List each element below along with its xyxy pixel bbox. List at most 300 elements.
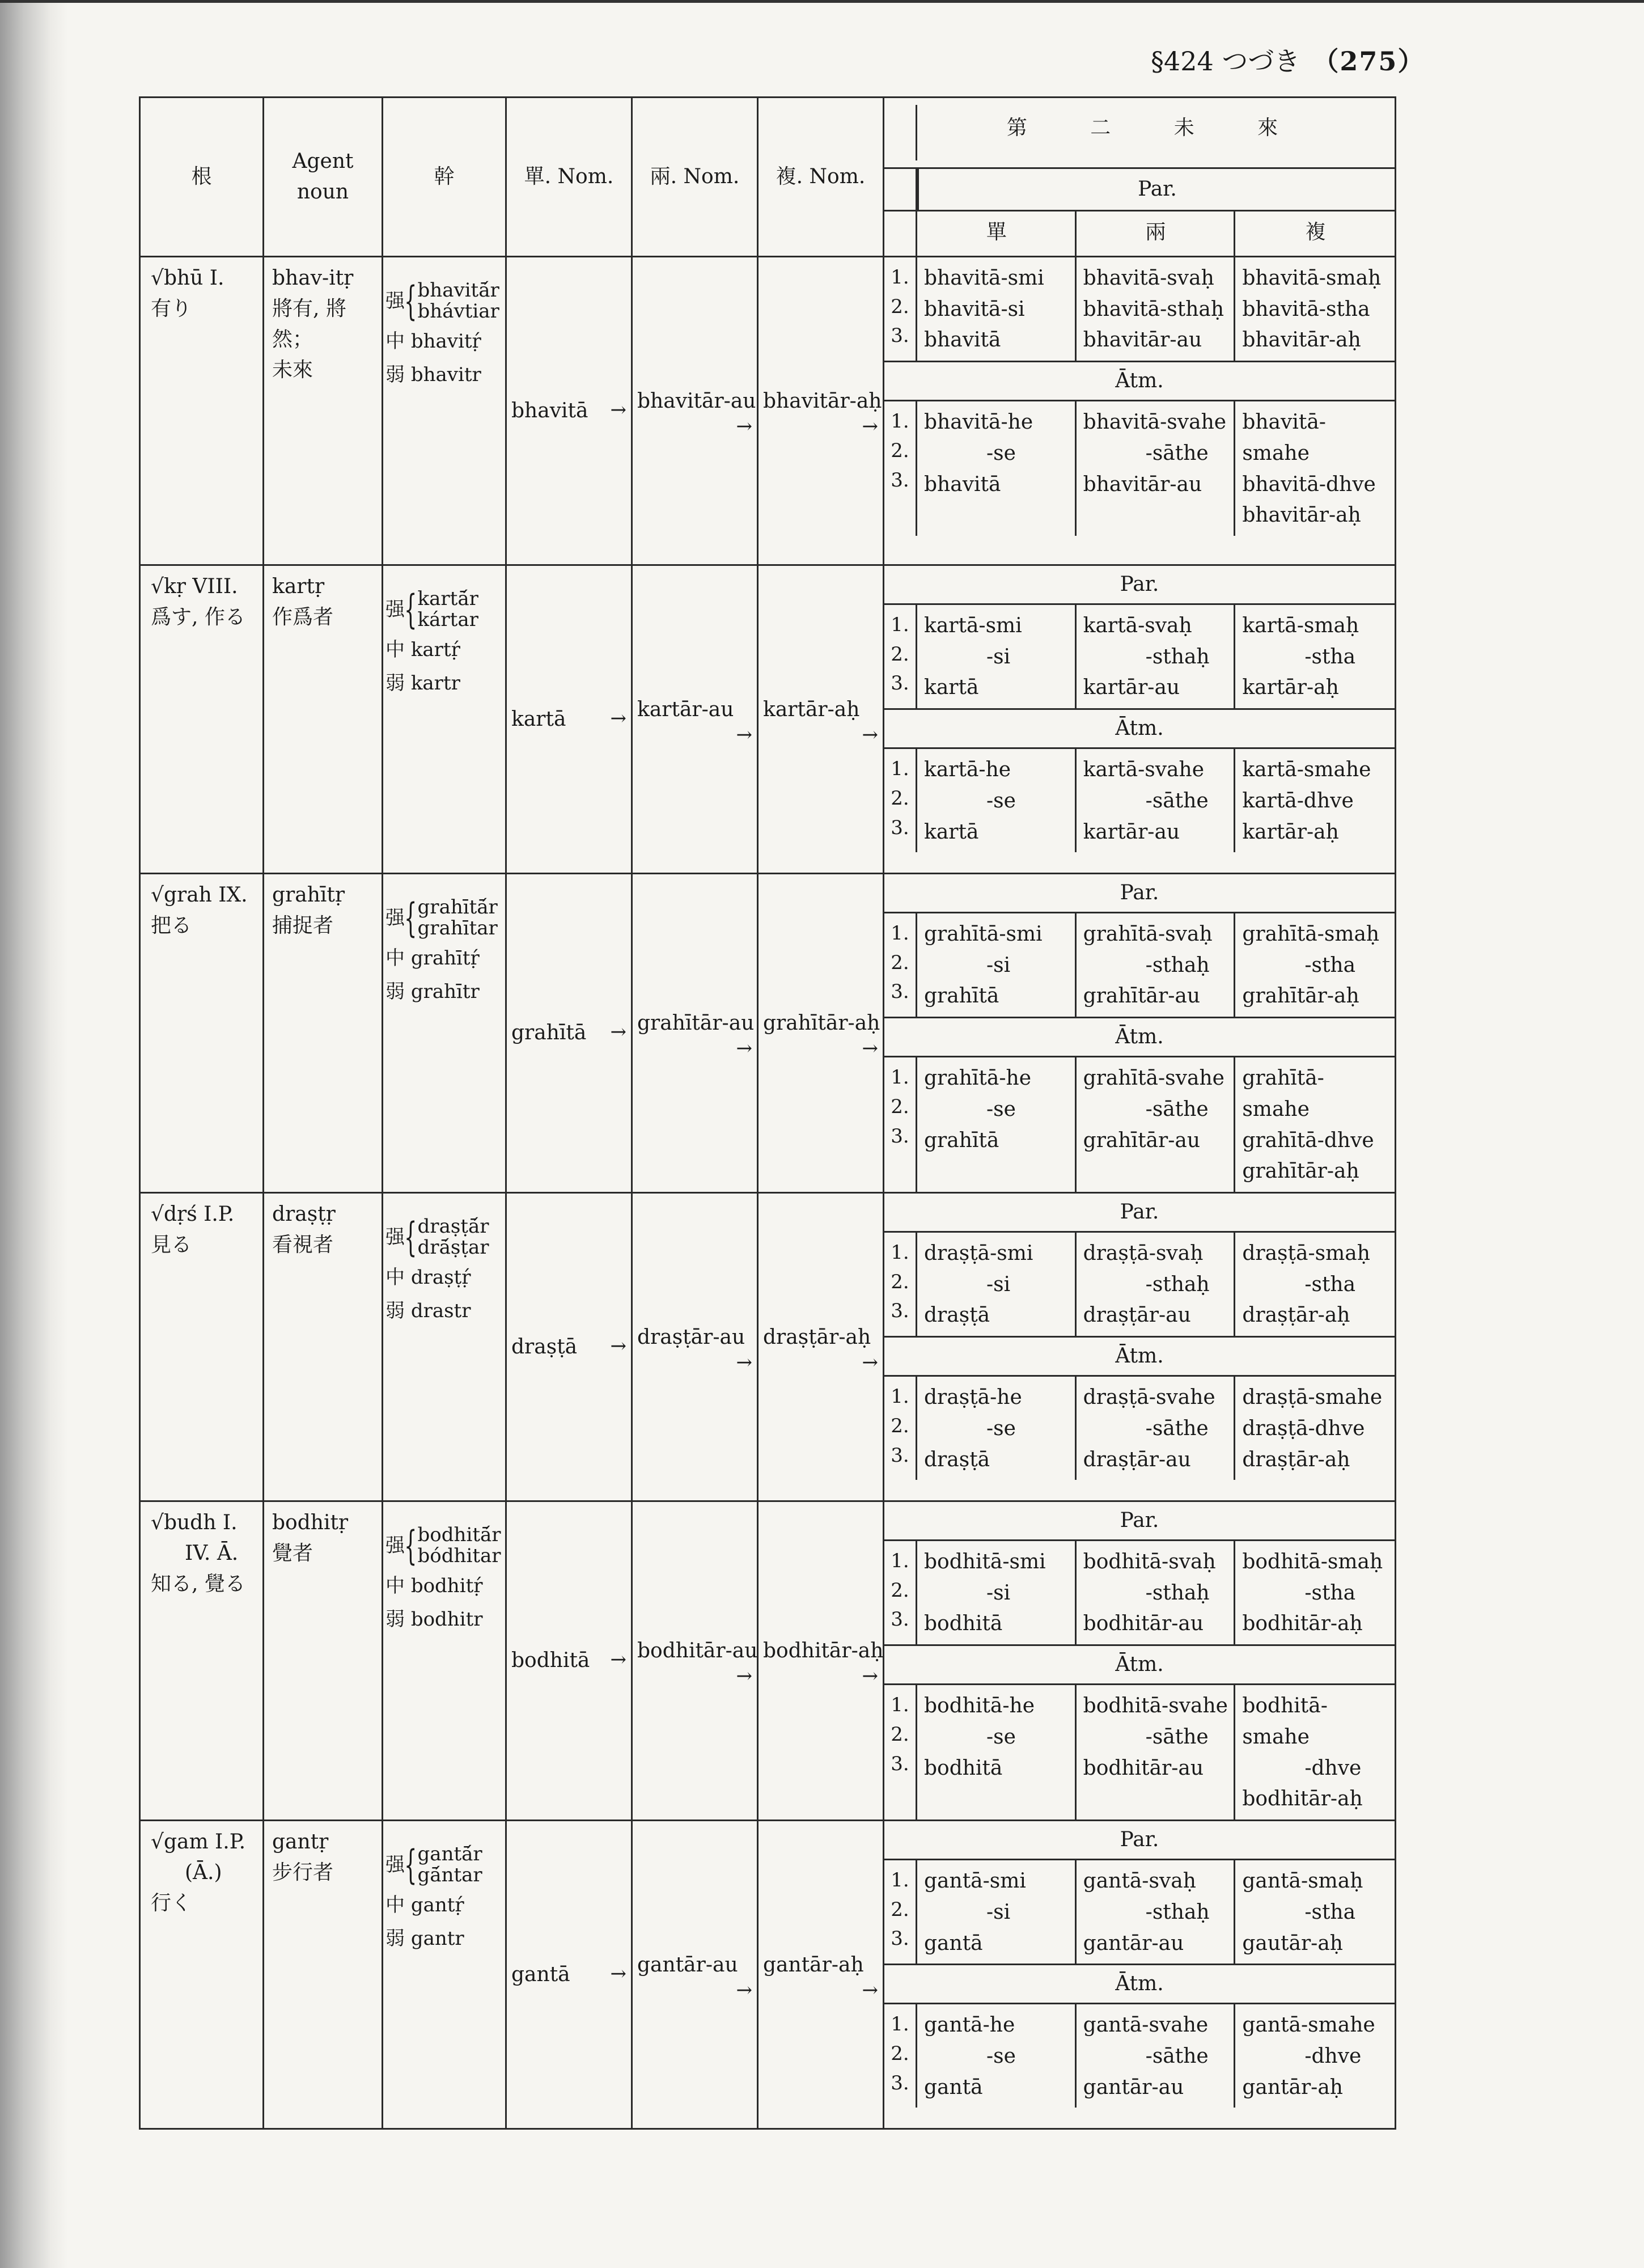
strong-stem-form: gantā́r — [417, 1843, 482, 1866]
person-number: 1. — [891, 2013, 909, 2036]
par-form: -sthaḥ — [1145, 645, 1210, 668]
par-column — [1235, 1233, 1395, 1336]
du-nom-form: draṣṭār-au — [637, 1325, 745, 1349]
arrow-icon: → — [736, 1037, 752, 1060]
par-form: -sthaḥ — [1145, 1581, 1210, 1605]
par-grid — [884, 257, 1395, 361]
strong-stem-form: kartā́r — [417, 587, 478, 610]
par-form: -stha — [1304, 953, 1356, 977]
atm-column — [1235, 1377, 1395, 1480]
root-cell — [140, 1821, 264, 2129]
par-form: kartā-smaḥ — [1242, 614, 1359, 637]
atm-form: grahītā-dhve — [1242, 1128, 1374, 1152]
middle-stem-form: bhavitṛ́ — [410, 329, 481, 353]
par-column — [1077, 605, 1236, 708]
future-conjugation-cell — [884, 1821, 1396, 2129]
par-form: grahītār-aḥ — [1242, 984, 1359, 1008]
atm-form: bodhitār-au — [1083, 1756, 1204, 1780]
du-nom-cell — [632, 1193, 758, 1501]
agent-noun-line: 看視者 — [272, 1233, 334, 1257]
par-form: -si — [986, 1272, 1011, 1296]
agent-noun-cell — [264, 1501, 383, 1821]
verb-row — [140, 1501, 1396, 1821]
par-form: -stha — [1304, 1272, 1356, 1296]
arrow-icon: → — [610, 1962, 626, 1985]
sg-nom-form: bodhitā — [511, 1649, 590, 1673]
atm-grid — [884, 2004, 1395, 2108]
weak-label: 弱 — [385, 980, 405, 1003]
strong-label: 强 — [385, 598, 405, 621]
atm-column — [1235, 1685, 1395, 1820]
sg-nom-cell — [506, 565, 632, 874]
root-line: √grah IX. — [151, 883, 248, 907]
person-number: 2. — [891, 786, 909, 810]
atm-column — [1235, 1057, 1395, 1192]
par-form: -sthaḥ — [1145, 1900, 1210, 1924]
atm-form: -se — [986, 789, 1016, 813]
arrow-icon: → — [610, 1334, 626, 1357]
col-header-du-nom: 兩. Nom. — [632, 98, 758, 257]
par-form: draṣṭā-svaḥ — [1083, 1242, 1204, 1266]
atm-column — [917, 1377, 1077, 1480]
par-form: bhavitā-sthaḥ — [1083, 297, 1224, 321]
pl-nom-cell — [758, 257, 884, 565]
person-number: 1. — [891, 758, 909, 781]
person-number: 1. — [891, 266, 909, 289]
atm-form: -sāthe — [1145, 1097, 1209, 1121]
person-number: 2. — [891, 1095, 909, 1118]
weak-stem-form: bodhitr — [410, 1607, 483, 1631]
agent-noun-line: gantṛ — [272, 1830, 329, 1854]
agent-noun-line: 未來 — [272, 358, 313, 382]
conjugation-table — [139, 96, 1396, 2130]
atm-grid — [884, 1377, 1395, 1480]
atm-form: -dhve — [1304, 1756, 1362, 1780]
par-form: kartā-svaḥ — [1083, 614, 1192, 637]
weak-label: 弱 — [385, 363, 405, 386]
middle-label: 中 — [385, 1266, 405, 1289]
par-form: grahītā-smaḥ — [1242, 923, 1380, 946]
person-number: 2. — [891, 1270, 909, 1293]
weak-stem-form: grahītr — [410, 980, 480, 1003]
middle-stem-line — [385, 636, 504, 665]
stem-cell — [383, 257, 506, 565]
par-form: -si — [986, 645, 1011, 668]
root-line: √dṛś I.P. — [151, 1203, 235, 1226]
stem-cell — [383, 1193, 506, 1501]
agent-noun-line: 覺者 — [272, 1542, 313, 1565]
person-numbers — [884, 913, 917, 1017]
par-form: kartār-aḥ — [1242, 676, 1339, 700]
strong-stem-group — [385, 1522, 504, 1569]
person-number: 3. — [891, 1927, 909, 1950]
person-number: 2. — [891, 439, 909, 462]
par-form: gantā-svaḥ — [1083, 1869, 1196, 1893]
par-form: -si — [986, 1900, 1011, 1924]
brace-icon: { — [404, 1842, 417, 1889]
middle-stem-line — [385, 944, 504, 973]
atm-grid — [884, 401, 1395, 536]
atm-column — [917, 401, 1077, 536]
middle-stem-form: gantṛ́ — [410, 1893, 464, 1916]
du-nom-cell — [632, 1821, 758, 2129]
atm-form: kartār-au — [1083, 820, 1180, 844]
atm-form: bhavitā-svahe — [1083, 411, 1227, 434]
atm-form: gantā-smahe — [1242, 2013, 1375, 2037]
weak-label: 弱 — [385, 1927, 405, 1950]
person-number: 3. — [891, 1124, 909, 1148]
atm-grid — [884, 1685, 1395, 1820]
root-line: √budh I. — [151, 1511, 238, 1535]
root-cell — [140, 257, 264, 565]
atm-column — [1077, 1057, 1236, 1192]
strong-stem-group — [385, 586, 504, 633]
col-header-sg-nom: 單. Nom. — [506, 98, 632, 257]
person-number: 1. — [891, 410, 909, 433]
par-form: bodhitār-au — [1083, 1612, 1204, 1636]
atm-label: Ātm. — [884, 1336, 1395, 1377]
arrow-icon: → — [736, 414, 752, 438]
atm-form: kartār-aḥ — [1242, 820, 1339, 844]
brace-icon: { — [404, 1214, 417, 1261]
atm-form: bodhitā-svahe — [1083, 1694, 1228, 1718]
par-form: -stha — [1304, 1581, 1356, 1605]
pl-header: 複 — [1305, 221, 1326, 244]
arrow-icon: → — [610, 1648, 626, 1672]
person-number: 3. — [891, 1752, 909, 1775]
middle-stem-line — [385, 1572, 504, 1601]
du-nom-form: bhavitār-au — [637, 389, 756, 413]
atm-form: gantā-he — [924, 2013, 1015, 2037]
pl-nom-form: gantār-aḥ — [763, 1953, 864, 1977]
middle-stem-form: kartṛ́ — [410, 638, 460, 661]
agent-noun-line: bhav-itṛ — [272, 266, 354, 290]
pl-nom-form: bodhitār-aḥ — [763, 1639, 884, 1663]
root-cell — [140, 1193, 264, 1501]
par-form: gantā — [924, 1931, 983, 1955]
atm-form: gantā-svahe — [1083, 2013, 1209, 2037]
par-column — [917, 1860, 1077, 1964]
middle-label: 中 — [385, 1893, 405, 1916]
person-numbers — [884, 1685, 917, 1820]
par-form: kartā — [924, 676, 979, 700]
par-column — [1235, 605, 1395, 708]
agent-noun-cell — [264, 257, 383, 565]
weak-stem-line — [385, 978, 504, 1006]
atm-form: draṣṭā-he — [924, 1386, 1022, 1410]
person-number: 2. — [891, 1579, 909, 1602]
par-form: -sthaḥ — [1145, 1272, 1210, 1296]
root-line: 見る — [151, 1233, 192, 1257]
atm-form: grahītā-svahe — [1083, 1067, 1224, 1090]
arrow-icon: → — [736, 723, 752, 746]
strong-stem-form: bodhitā́r — [417, 1524, 501, 1547]
person-number: 2. — [891, 295, 909, 318]
par-form: grahītār-au — [1083, 984, 1201, 1008]
arrow-icon: → — [862, 1037, 878, 1060]
person-number: 2. — [891, 642, 909, 666]
weak-stem-form: kartr — [410, 671, 460, 695]
conjugation-body — [140, 257, 1396, 2129]
weak-stem-form: gantr — [410, 1927, 464, 1950]
verb-row — [140, 257, 1396, 565]
atm-form: kartā — [924, 820, 979, 844]
section-label: §424 つづき — [1151, 46, 1300, 77]
du-nom-cell — [632, 565, 758, 874]
strong-stem-form: gā́ntar — [417, 1864, 482, 1887]
par-column — [1077, 1860, 1236, 1964]
atm-form: -sāthe — [1145, 441, 1209, 465]
arrow-icon: → — [610, 1021, 626, 1044]
par-form: grahītā-smi — [924, 923, 1043, 946]
strong-stem-form: bódhitar — [417, 1545, 501, 1568]
atm-column — [917, 749, 1077, 852]
par-grid — [884, 1860, 1395, 1964]
sg-nom-cell — [506, 874, 632, 1193]
atm-column — [1077, 749, 1236, 852]
strong-label: 强 — [385, 906, 405, 929]
par-form: -sthaḥ — [1145, 953, 1210, 977]
verb-row — [140, 1821, 1396, 2129]
brace-icon: { — [404, 895, 417, 942]
atm-form: gantār-aḥ — [1242, 2075, 1343, 2099]
arrow-icon: → — [610, 706, 626, 730]
col-header-root: 根 — [140, 98, 264, 257]
verb-row — [140, 874, 1396, 1193]
atm-column — [1235, 749, 1395, 852]
atm-column — [1077, 1377, 1236, 1480]
strong-stem-form: grahītā́r — [417, 896, 498, 919]
atm-form: bhavitā-smahe — [1242, 411, 1326, 465]
par-form: draṣṭār-aḥ — [1242, 1304, 1350, 1327]
atm-form: -se — [986, 1416, 1016, 1440]
par-form: bhavitā — [924, 328, 1001, 352]
par-form: bodhitā-svaḥ — [1083, 1550, 1216, 1574]
atm-form: -se — [986, 441, 1016, 465]
person-number: 1. — [891, 613, 909, 636]
root-line: IV. Ā. — [185, 1542, 239, 1565]
par-form: draṣṭā-smi — [924, 1242, 1033, 1266]
par-grid — [884, 913, 1395, 1017]
par-form: gantār-au — [1083, 1931, 1184, 1955]
strong-label: 强 — [385, 1225, 405, 1249]
du-nom-cell — [632, 257, 758, 565]
root-line: 爲す, 作る — [151, 606, 245, 629]
root-cell — [140, 874, 264, 1193]
atm-form: draṣṭār-aḥ — [1242, 1448, 1350, 1471]
brace-icon: { — [404, 1522, 417, 1569]
sg-nom-cell — [506, 257, 632, 565]
agent-noun-line: grahītṛ — [272, 883, 345, 907]
person-numbers — [884, 1541, 917, 1644]
atm-column — [917, 1685, 1077, 1820]
par-form: bhavitā-smi — [924, 266, 1044, 290]
person-number: 2. — [891, 2042, 909, 2065]
par-column — [1235, 1860, 1395, 1964]
atm-form: bodhitā — [924, 1756, 1003, 1780]
person-number: 3. — [891, 2071, 909, 2094]
strong-stem-form: grahītar — [417, 917, 498, 940]
par-label: Par. — [884, 566, 1395, 605]
weak-stem-line — [385, 669, 504, 698]
pl-nom-cell — [758, 1821, 884, 2129]
pl-nom-cell — [758, 874, 884, 1193]
person-number: 3. — [891, 1444, 909, 1467]
person-numbers — [884, 1057, 917, 1192]
stem-cell — [383, 874, 506, 1193]
par-column — [1077, 913, 1236, 1017]
atm-label: Ātm. — [884, 1017, 1395, 1057]
sg-nom-cell — [506, 1821, 632, 2129]
pl-nom-cell — [758, 1193, 884, 1501]
par-form: bhavitā-smaḥ — [1242, 266, 1382, 290]
root-line: 知る, 覺る — [151, 1572, 245, 1596]
agent-noun-line: 捕捉者 — [272, 914, 334, 937]
atm-form: gantā — [924, 2075, 983, 2099]
pl-nom-form: bhavitār-aḥ — [763, 389, 882, 413]
middle-stem-form: grahītṛ́ — [410, 946, 480, 970]
top-rule — [0, 0, 1644, 3]
atm-form: kartā-dhve — [1242, 789, 1354, 813]
root-line: 有り — [151, 297, 192, 320]
par-column — [917, 1233, 1077, 1336]
person-number: 3. — [891, 980, 909, 1004]
atm-column — [1235, 401, 1395, 536]
root-cell — [140, 565, 264, 874]
person-numbers — [884, 2004, 917, 2108]
atm-form: bodhitā-he — [924, 1694, 1035, 1718]
arrow-icon: → — [736, 1665, 752, 1688]
par-column — [1077, 1541, 1236, 1644]
weak-stem-form: bhavitr — [410, 363, 481, 386]
du-nom-form: grahītār-au — [637, 1012, 755, 1035]
person-number: 1. — [891, 1869, 909, 1892]
future-conjugation-cell — [884, 257, 1396, 565]
arrow-icon: → — [862, 1351, 878, 1374]
atm-label: Ātm. — [884, 1644, 1395, 1685]
future-conjugation-cell — [884, 565, 1396, 874]
person-numbers — [884, 1377, 917, 1480]
pl-nom-form: kartār-aḥ — [763, 697, 860, 721]
par-column — [917, 605, 1077, 708]
atm-grid — [884, 1057, 1395, 1192]
strong-stem-form: bhavitā́r — [417, 279, 499, 302]
tense-title: 第 二 未 來 — [1006, 116, 1307, 139]
col-header-pl-nom: 複. Nom. — [758, 98, 884, 257]
root-line: 行く — [151, 1892, 192, 1915]
weak-stem-line — [385, 1605, 504, 1634]
par-label: Par. — [884, 874, 1395, 913]
strong-stem-form: kártar — [417, 608, 478, 632]
middle-stem-line — [385, 1891, 504, 1920]
par-header-row — [884, 168, 1396, 211]
sg-nom-form: grahītā — [511, 1021, 587, 1045]
strong-label: 强 — [385, 289, 405, 312]
person-number: 1. — [891, 1241, 909, 1264]
atm-form: grahītā-smahe — [1242, 1067, 1324, 1121]
par-form: bodhitā-smaḥ — [1242, 1550, 1383, 1574]
root-line: (Ā.) — [185, 1861, 222, 1885]
middle-stem-line — [385, 327, 504, 356]
atm-form: -sāthe — [1145, 1725, 1209, 1749]
atm-form: grahītā-he — [924, 1067, 1031, 1090]
strong-stem-form: drā́ṣṭar — [417, 1236, 489, 1259]
middle-stem-form: draṣṭṛ́ — [410, 1266, 471, 1289]
par-column — [917, 257, 1077, 361]
par-form: bhavitā-svaḥ — [1083, 266, 1214, 290]
stem-cell — [383, 565, 506, 874]
verb-row — [140, 1193, 1396, 1501]
middle-label: 中 — [385, 638, 405, 661]
agent-noun-cell — [264, 1821, 383, 2129]
agent-noun-line: 作爲者 — [272, 606, 334, 629]
middle-stem-line — [385, 1263, 504, 1292]
page-header — [1151, 41, 1425, 78]
conjugation-table-container — [139, 96, 1395, 2130]
agent-noun-cell — [264, 874, 383, 1193]
sg-nom-form: draṣṭā — [511, 1335, 578, 1359]
col-header-tense-group — [884, 98, 1396, 168]
atm-column — [917, 1057, 1077, 1192]
person-number: 2. — [891, 1723, 909, 1746]
par-form: gantā-smaḥ — [1242, 1869, 1363, 1893]
atm-form: bhavitā-dhve — [1242, 472, 1376, 496]
atm-form: -se — [986, 2044, 1016, 2068]
arrow-icon: → — [736, 1351, 752, 1374]
pl-nom-cell — [758, 565, 884, 874]
atm-form: -sāthe — [1145, 789, 1209, 813]
middle-label: 中 — [385, 946, 405, 970]
atm-form: kartā-smahe — [1242, 758, 1371, 782]
person-number: 2. — [891, 1414, 909, 1437]
atm-form: bhavitā — [924, 472, 1001, 496]
number-header-row — [884, 211, 1396, 257]
agent-noun-line: kartṛ — [272, 575, 325, 598]
par-form: -stha — [1304, 1900, 1356, 1924]
person-numbers — [884, 257, 917, 361]
atm-form: draṣṭār-au — [1083, 1448, 1191, 1471]
par-column — [917, 913, 1077, 1017]
atm-form: -se — [986, 1725, 1016, 1749]
atm-form: draṣṭā-dhve — [1242, 1416, 1365, 1440]
brace-icon: { — [404, 278, 417, 325]
atm-form: draṣṭā — [924, 1448, 990, 1471]
atm-form: grahītā — [924, 1128, 999, 1152]
atm-form: grahītār-aḥ — [1242, 1160, 1359, 1183]
par-grid — [884, 605, 1395, 708]
agent-noun-line: draṣṭṛ — [272, 1203, 336, 1226]
du-header: 兩 — [1077, 211, 1236, 256]
atm-form: gantār-au — [1083, 2075, 1184, 2099]
pl-nom-form: grahītār-aḥ — [763, 1012, 880, 1035]
par-column — [917, 1541, 1077, 1644]
du-nom-cell — [632, 874, 758, 1193]
weak-label: 弱 — [385, 1299, 405, 1322]
par-form: grahītā-svaḥ — [1083, 923, 1213, 946]
middle-stem-form: bodhitṛ́ — [410, 1574, 483, 1597]
par-form: draṣṭār-au — [1083, 1304, 1191, 1327]
du-nom-cell — [632, 1501, 758, 1821]
person-numbers — [884, 749, 917, 852]
strong-stem-group — [385, 897, 504, 940]
atm-form: -sāthe — [1145, 1416, 1209, 1440]
par-label: Par. — [884, 1821, 1395, 1860]
person-number: 1. — [891, 922, 909, 945]
par-label: Par. — [884, 1194, 1395, 1233]
root-line: √gam I.P. — [151, 1830, 246, 1854]
root-line: 把る — [151, 914, 192, 937]
strong-stem-group — [385, 1216, 504, 1259]
